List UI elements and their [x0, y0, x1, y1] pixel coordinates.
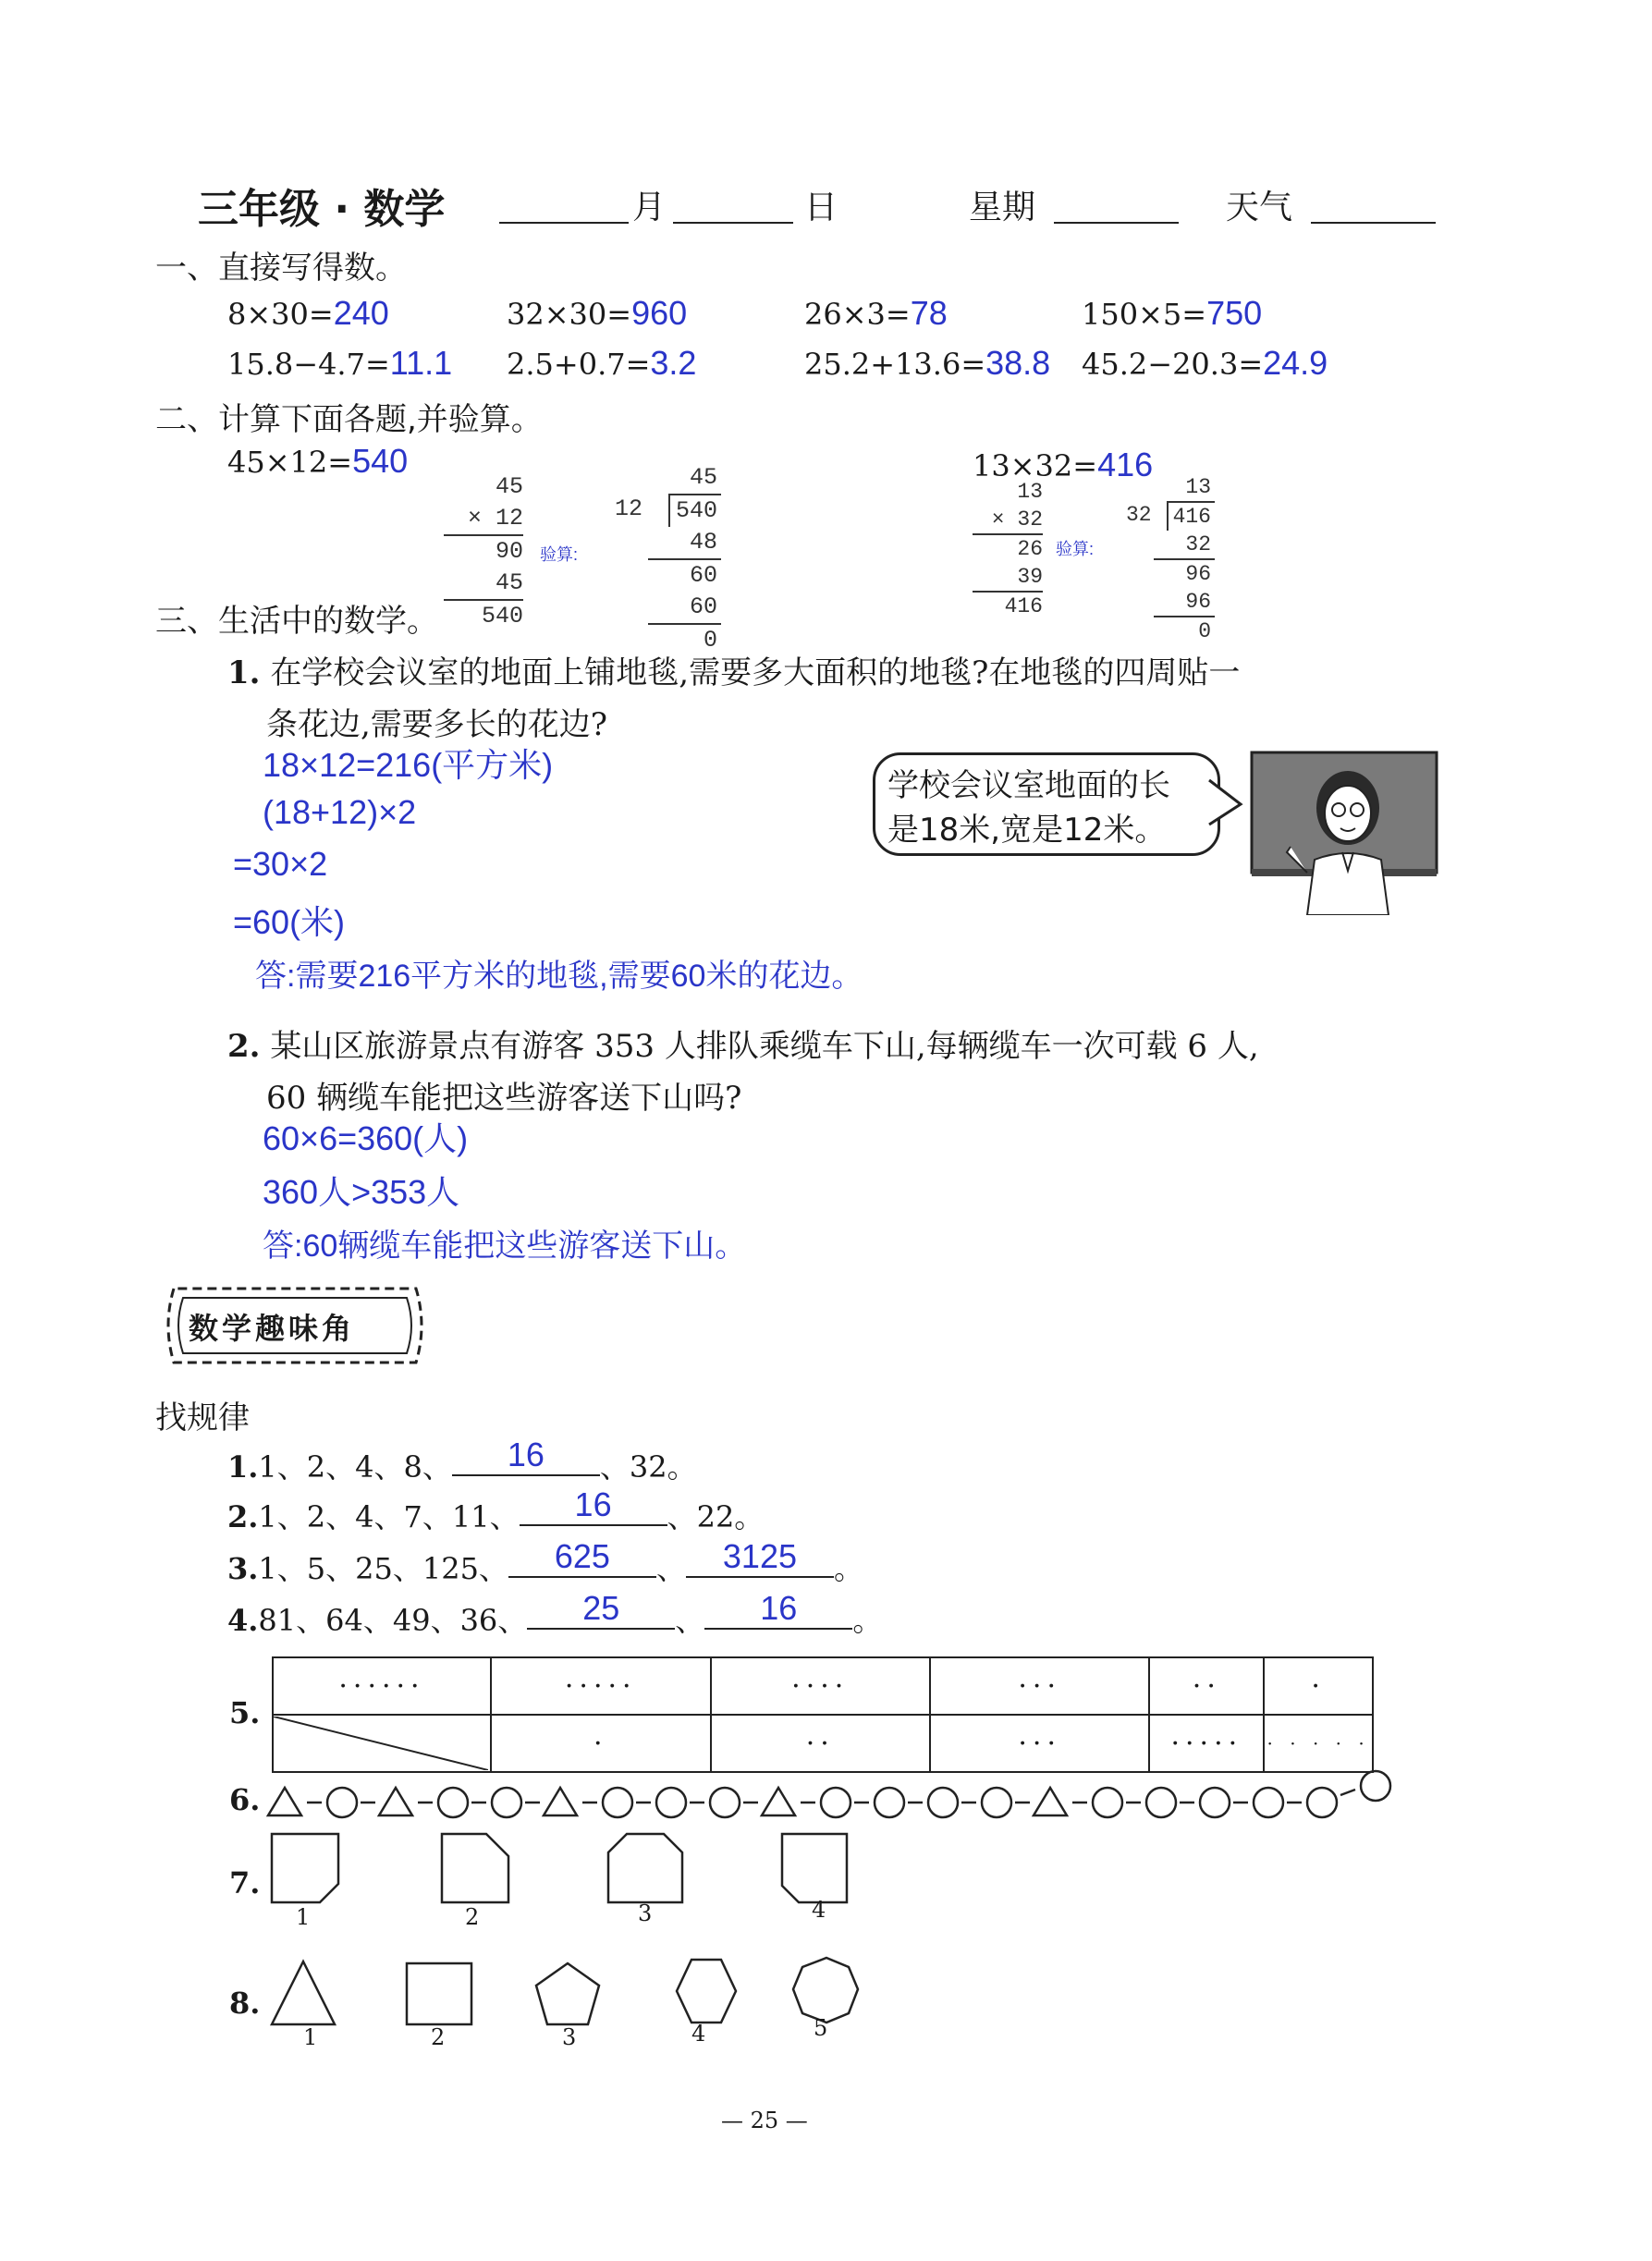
q8-number: 8.: [229, 1986, 261, 2021]
q5-number: 5.: [229, 1695, 261, 1730]
seq-1: 1.1、2、4、8、 16 、32。: [227, 1436, 697, 1485]
q1-work-1: 18×12=216(平方米): [263, 746, 554, 784]
pattern-title: 找规律: [155, 1399, 250, 1436]
s2-problem-1: 45×12=540: [227, 442, 409, 480]
s1-item-1: 8×30=240: [227, 294, 389, 332]
q2-work-2: 360人>353人: [263, 1173, 460, 1211]
dot-cell: ·····: [491, 1657, 711, 1715]
bubble-line2: 是18米,宽是12米。: [887, 812, 1167, 849]
q1-text-line1: 1. 在学校会议室的地面上铺地毯,需要多大面积的地毯?在地毯的四周贴一: [227, 654, 1241, 691]
q8-label-1: 1: [303, 2024, 318, 2050]
weather-label: 天气: [1226, 189, 1293, 226]
q8-label-5: 5: [814, 2015, 828, 2041]
weather-blank: [1311, 222, 1436, 224]
q1-work-3: =30×2: [233, 845, 328, 883]
dot-cell: ····: [711, 1657, 930, 1715]
q7-label-1: 1: [296, 1904, 311, 1930]
teacher-illustration: [1250, 751, 1439, 915]
month-blank: [499, 222, 629, 224]
seq-2: 2.1、2、4、7、11、 16 、22。: [227, 1485, 765, 1534]
day-blank: [673, 222, 793, 224]
cut-squares-figures: [263, 1828, 873, 1939]
dot-pattern-table: [272, 1656, 1374, 1773]
q8-label-4: 4: [691, 2021, 706, 2047]
q8-label-2: 2: [431, 2024, 446, 2050]
s2-problem-2: 13×32=416: [973, 446, 1154, 483]
q1-text-line2: 条花边,需要多长的花边?: [266, 706, 608, 743]
dot-cell: · · · · ·: [1264, 1715, 1373, 1772]
q2-answer: 答:60辆缆车能把这些游客送下山。: [263, 1228, 747, 1264]
s1-item-6: 2.5+0.7=3.2: [507, 344, 697, 382]
month-label: 月: [632, 189, 667, 226]
section3-title: 三、生活中的数学。: [155, 603, 438, 640]
q1-work-2: (18+12)×2: [263, 793, 417, 831]
q8-label-3: 3: [562, 2024, 577, 2050]
s1-item-3: 26×3=78: [804, 294, 948, 332]
q1-work-4: =60(米): [233, 903, 346, 941]
q7-label-4: 4: [812, 1897, 826, 1923]
q7-number: 7.: [229, 1865, 261, 1900]
dot-cell: ·: [491, 1715, 711, 1772]
dot-cell: ···: [930, 1657, 1149, 1715]
s2-p1-verify-label: 验算:: [540, 545, 579, 564]
dot-cell: ······: [273, 1657, 491, 1715]
fun-corner-badge: 数学趣味角: [189, 1311, 356, 1346]
dot-cell: ···: [930, 1715, 1149, 1772]
s1-item-5: 15.8−4.7=11.1: [227, 344, 453, 382]
shape-sequence: [264, 1767, 1649, 1832]
section1-title: 一、直接写得数。: [155, 250, 407, 287]
s1-item-2: 32×30=960: [507, 294, 688, 332]
seq-3: 3.1、5、25、125、 625 、 3125 。: [227, 1537, 863, 1586]
s1-item-4: 150×5=750: [1082, 294, 1263, 332]
dot-cell: ··: [1149, 1657, 1264, 1715]
q2-work-1: 60×6=360(人): [263, 1119, 469, 1157]
seq-4: 4.81、64、49、36、 25 、 16 。: [227, 1589, 883, 1638]
s2-p1-multiplication: 45 × 12 90 45 540: [444, 471, 523, 632]
q1-answer: 答:需要216平方米的地毯,需要60米的花边。: [255, 959, 863, 994]
s2-p2-verify-label: 验算:: [1056, 540, 1095, 558]
q2-text-line1: 2. 某山区旅游景点有游客 353 人排队乘缆车下山,每辆缆车一次可载 6 人,: [227, 1028, 1259, 1065]
dot-cell: ··: [711, 1715, 930, 1772]
dot-cell: ·: [1264, 1657, 1373, 1715]
q7-label-3: 3: [638, 1900, 653, 1926]
speech-bubble-tail: [1207, 776, 1244, 832]
dot-cell: ·····: [1149, 1715, 1264, 1772]
q7-label-2: 2: [465, 1904, 480, 1930]
bubble-line1: 学校会议室地面的长: [887, 767, 1170, 804]
q2-text-line2: 60 辆缆车能把这些游客送下山吗?: [266, 1080, 742, 1117]
s2-p2-division: 13 32 416 32 96 96 0: [1126, 473, 1215, 645]
s2-p2-multiplication: 13 × 32 26 39 416: [973, 478, 1043, 620]
s1-item-7: 25.2+13.6=38.8: [804, 344, 1051, 382]
s2-p1-division: 45 12 540 48 60 60 0: [615, 462, 721, 656]
s1-item-8: 45.2−20.3=24.9: [1082, 344, 1328, 382]
page-number: — 25 —: [721, 2108, 808, 2133]
weekday-label: 星期: [969, 189, 1036, 226]
section2-title: 二、计算下面各题,并验算。: [155, 401, 543, 438]
day-label: 日: [804, 189, 838, 226]
q6-number: 6.: [229, 1782, 261, 1817]
diagonal-cell: [273, 1715, 491, 1772]
page-title: 三年级 · 数学: [198, 186, 446, 233]
weekday-blank: [1054, 222, 1179, 224]
